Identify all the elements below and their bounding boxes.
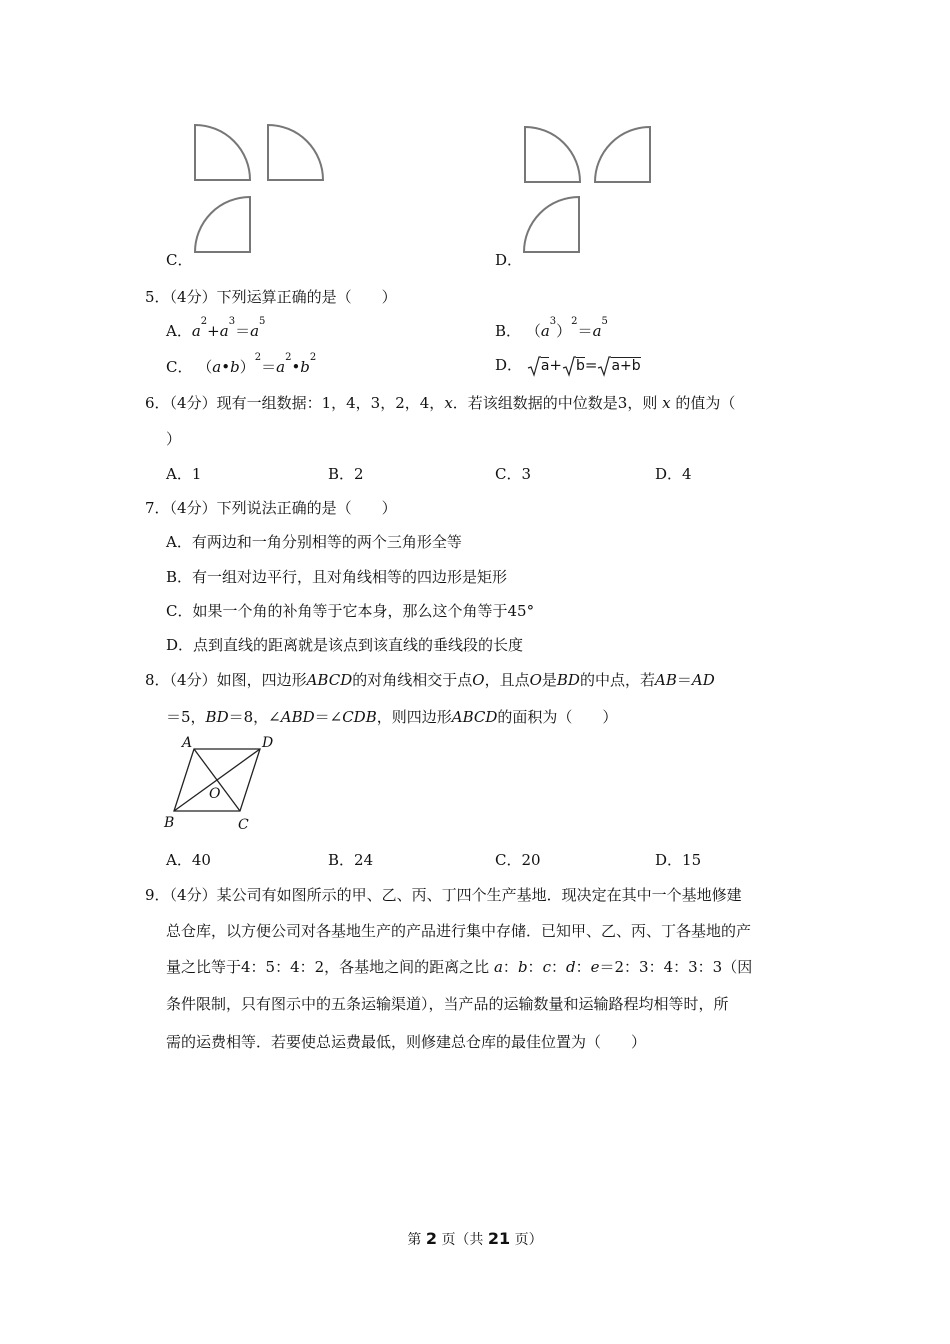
q7-stem: 7．（4分）下列说法正确的是（ ）: [145, 499, 397, 517]
q6-option-a: A．1: [166, 465, 202, 483]
q9-line4: 条件限制，只有图示中的五条运输渠道），当产品的运输数量和运输路程均相等时，所: [166, 995, 729, 1013]
q4-option-c-label: C．: [166, 251, 193, 269]
quarter-circle-2: [268, 125, 323, 180]
q8-option-b: B．24: [328, 851, 374, 869]
q5-option-b: B． $(a^3)^2=a^5$: [495, 316, 608, 340]
label-o: O: [209, 786, 221, 802]
quarter-circle-2: [595, 127, 650, 182]
q6-stem-line1: 6．（4分）现有一组数据：1，4，3，2，4，x．若该组数据的中位数是3，则 x 的值为（: [145, 394, 736, 412]
q4-option-d-label: D．: [495, 251, 523, 269]
quarter-circle-1: [525, 127, 580, 182]
q4-figure-c: [190, 120, 330, 255]
q5-option-d: D． a+ b= a+b: [495, 354, 641, 377]
q9-line5: 需的运费相等．若要使总运费最低，则修建总仓库的最佳位置为（ ）: [166, 1033, 647, 1051]
q7-option-a: A．有两边和一角分别相等的两个三角形全等: [166, 533, 462, 551]
q9-line3: 量之比等于4：5：4：2，各基地之间的距离之比 a：b：c：d：e＝2：3：4：3：3（因: [166, 958, 753, 976]
q5-option-a: A．$a^2+a^3=a^5$: [166, 316, 266, 340]
q9-line2: 总仓库，以方便公司对各基地生产的产品进行集中存储．已知甲、乙、丙、丁各基地的产: [166, 922, 752, 940]
q6-option-b: B．2: [328, 465, 364, 483]
q5-stem: 5．（4分）下列运算正确的是（ ）: [145, 288, 397, 306]
radical-sign-icon: [562, 355, 576, 377]
page-footer: 第 2 页（共 21 页）: [407, 1229, 543, 1248]
q7-option-b: B．有一组对边平行，且对角线相等的四边形是矩形: [166, 568, 508, 586]
q8-option-a: A．40: [166, 851, 211, 869]
label-b: B: [164, 815, 175, 831]
label-a: A: [182, 735, 193, 751]
radical-sign-icon: [527, 355, 541, 377]
current-page-number: 2: [425, 1229, 437, 1248]
q8-stem-line1: 8．（4分）如图，四边形ABCD的对角线相交于点O，且点O是BD的中点，若AB＝AD: [145, 671, 715, 689]
q4-figure-d: [520, 120, 660, 255]
q9-line1: 9．（4分）某公司有如图所示的甲、乙、丙、丁四个生产基地．现决定在其中一个基地修建: [145, 886, 742, 904]
quarter-circle-3: [524, 197, 579, 252]
q6-option-d: D．4: [655, 465, 692, 483]
q5-option-c: C． $(a•b)^2=a^2•b^2$: [166, 352, 317, 376]
total-page-count: 21: [487, 1229, 511, 1248]
q8-option-c: C．20: [495, 851, 541, 869]
q8-parallelogram-figure: [160, 734, 285, 834]
quarter-circle-1: [195, 125, 250, 180]
quarter-circle-3: [195, 197, 250, 252]
radical-sign-icon: [597, 355, 611, 377]
q8-option-d: D．15: [655, 851, 702, 869]
label-c: C: [238, 817, 249, 833]
q7-option-d: D．点到直线的距离就是该点到该直线的垂线段的长度: [166, 636, 524, 654]
q6-option-c: C．3: [495, 465, 532, 483]
q8-stem-line2: ＝5，BD＝8，∠ABD＝∠CDB，则四边形ABCD的面积为（ ）: [166, 708, 618, 726]
q7-option-c: C．如果一个角的补角等于它本身，那么这个角等于45°: [166, 602, 535, 620]
label-d: D: [262, 735, 274, 751]
q6-stem-line2: ）: [166, 430, 182, 448]
